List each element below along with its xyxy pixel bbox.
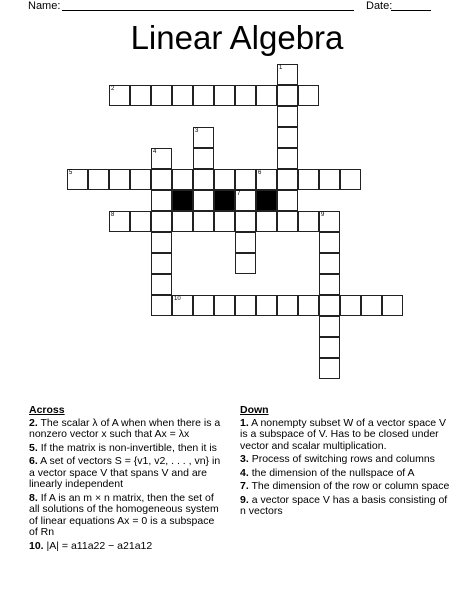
grid-cell[interactable] [235, 190, 256, 211]
grid-cell[interactable] [193, 127, 214, 148]
grid-cell[interactable] [151, 85, 172, 106]
clue-down-4: 4. the dimension of the nullspace of A [240, 466, 415, 479]
grid-cell[interactable] [151, 190, 172, 211]
grid-cell[interactable] [319, 211, 340, 232]
grid-cell[interactable] [319, 358, 340, 379]
clue-across-6: 6. A set of vectors S = {v1, v2, . . . , vn} in a vector space V that spans V and are linearly independent [29, 455, 221, 490]
grid-cell[interactable] [193, 169, 214, 190]
grid-cell[interactable] [151, 232, 172, 253]
grid-cell[interactable] [235, 169, 256, 190]
cell-number: 2 [111, 86, 115, 92]
grid-cell[interactable] [235, 295, 256, 316]
grid-cell[interactable] [256, 211, 277, 232]
grid-cell[interactable] [319, 337, 340, 358]
grid-cell[interactable] [151, 169, 172, 190]
down-clues [240, 405, 450, 520]
grid-cell[interactable] [235, 211, 256, 232]
grid-cell[interactable] [67, 169, 88, 190]
name-label: Name: [28, 0, 61, 12]
across-clues [29, 405, 225, 554]
grid-cell[interactable] [193, 85, 214, 106]
grid-cell[interactable] [277, 106, 298, 127]
cell-number: 3 [195, 128, 199, 134]
grid-cell[interactable] [214, 295, 235, 316]
cell-number: 5 [69, 170, 73, 176]
grid-cell[interactable] [130, 85, 151, 106]
grid-cell[interactable] [172, 211, 193, 232]
grid-cell[interactable] [109, 85, 130, 106]
grid-cell[interactable] [340, 169, 361, 190]
clue-across-10: 10. |A| = a11a22 − a21a12 [29, 539, 153, 552]
grid-cell[interactable] [193, 211, 214, 232]
black-square [214, 190, 235, 211]
clue-across-8: 8. If A is an m × n matrix, then the set of all solutions of the homogeneous system of linear equations Ax = 0 is a subspace of Rn [29, 491, 219, 538]
grid-cell[interactable] [340, 295, 361, 316]
page-title: Linear Algebra [130, 19, 344, 56]
grid-cell[interactable] [277, 211, 298, 232]
clue-down-1: 1. A nonempty subset W of a vector space V is a subspace of V. Has to be closed under vector and scalar multiplication. [240, 416, 447, 452]
grid-cell[interactable] [361, 295, 382, 316]
grid-cell[interactable] [298, 211, 319, 232]
grid-cell[interactable] [298, 85, 319, 106]
grid-cell[interactable] [151, 295, 172, 316]
grid-cell[interactable] [193, 148, 214, 169]
grid-cell[interactable] [151, 253, 172, 274]
clue-across-5: 5. If the matrix is non-invertible, then it is [29, 441, 217, 454]
cell-number: 8 [111, 212, 115, 218]
grid-cell[interactable] [214, 85, 235, 106]
grid-cell[interactable] [172, 85, 193, 106]
grid-cell[interactable] [319, 295, 340, 316]
cell-number: 7 [237, 191, 241, 197]
grid-cell[interactable] [319, 274, 340, 295]
grid-cell[interactable] [193, 295, 214, 316]
grid-cell[interactable] [256, 85, 277, 106]
grid-cell[interactable] [277, 190, 298, 211]
date-label: Date: [366, 0, 393, 12]
black-square [172, 190, 193, 211]
grid-cell[interactable] [214, 169, 235, 190]
grid-cell[interactable] [298, 295, 319, 316]
grid-cell[interactable] [319, 232, 340, 253]
grid-cell[interactable] [298, 169, 319, 190]
grid-cell[interactable] [214, 211, 235, 232]
across-heading: Across [29, 404, 65, 416]
grid-cell[interactable] [172, 169, 193, 190]
black-square [256, 190, 277, 211]
grid-cell[interactable] [277, 295, 298, 316]
grid-cell[interactable] [256, 295, 277, 316]
grid-cell[interactable] [235, 85, 256, 106]
grid-cell[interactable] [193, 190, 214, 211]
grid-cell[interactable] [235, 253, 256, 274]
cell-number: 4 [153, 149, 157, 155]
grid-cell[interactable] [277, 127, 298, 148]
grid-cell[interactable] [88, 169, 109, 190]
grid-cell[interactable] [277, 148, 298, 169]
grid-cell[interactable] [277, 169, 298, 190]
grid-cell[interactable] [109, 169, 130, 190]
grid-cell[interactable] [277, 85, 298, 106]
grid-cell[interactable] [109, 211, 130, 232]
grid-cell[interactable] [256, 169, 277, 190]
cell-number: 1 [279, 65, 283, 71]
clue-across-2: 2. The scalar λ of A when when there is a nonzero vector x such that Ax = λx [29, 416, 221, 440]
grid-cell[interactable] [235, 232, 256, 253]
down-heading: Down [240, 404, 269, 416]
grid-cell[interactable] [151, 148, 172, 169]
grid-cell[interactable] [382, 295, 403, 316]
grid-cell[interactable] [151, 274, 172, 295]
cell-number: 10 [174, 296, 181, 302]
clue-down-7: 7. The dimension of the row or column space [240, 480, 450, 492]
grid-cell[interactable] [277, 64, 298, 85]
grid-cell[interactable] [319, 316, 340, 337]
grid-cell[interactable] [151, 211, 172, 232]
grid-cell[interactable] [130, 169, 151, 190]
grid-cell[interactable] [319, 169, 340, 190]
grid-cell[interactable] [130, 211, 151, 232]
grid-cell[interactable] [319, 253, 340, 274]
clue-down-9: 9. a vector space V has a basis consisting of n vectors [240, 493, 448, 517]
cell-number: 9 [321, 212, 325, 218]
grid-cell[interactable] [172, 295, 193, 316]
cell-number: 6 [258, 170, 262, 176]
clue-down-3: 3. Process of switching rows and columns [240, 453, 435, 465]
